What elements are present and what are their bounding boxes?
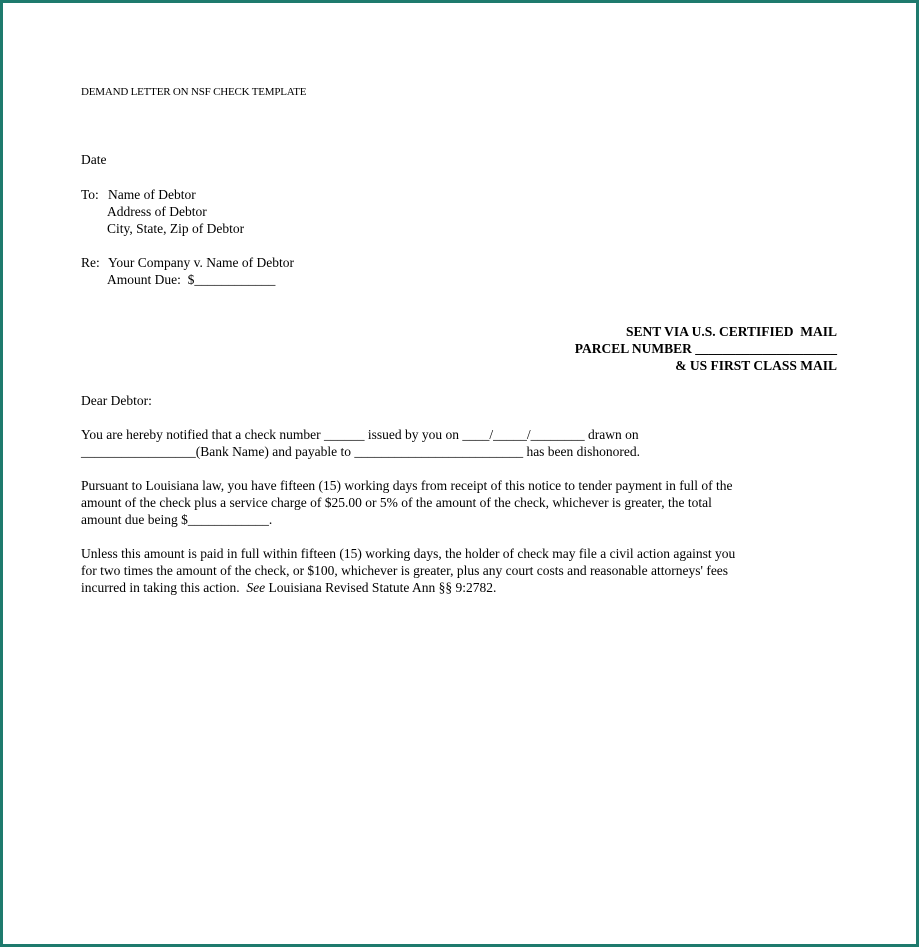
debtor-name: Name of Debtor: [108, 187, 196, 202]
re-line: Your Company v. Name of Debtor: [108, 255, 294, 270]
paragraph-law-line: amount of the check plus a service charge of $25.00 or 5% of the amount of the check, whichever is greater, the total: [81, 495, 712, 510]
paragraph-louisiana-law: [81, 477, 837, 528]
paragraph-civil-line-last: [81, 579, 837, 596]
debtor-city-state-zip: City, State, Zip of Debtor: [107, 221, 245, 236]
parcel-number-line: PARCEL NUMBER _____________________: [574, 341, 837, 356]
paragraph-civil-line: Unless this amount is paid in full within fifteen (15) working days, the holder of check may file a civil action against you: [81, 546, 736, 561]
to-label: To:: [81, 187, 99, 202]
debtor-address: Address of Debtor: [107, 204, 207, 219]
paragraph-civil-line: for two times the amount of the check, or $100, whichever is greater, plus any court costs and reasonable attorneys' fees: [81, 563, 729, 578]
document-title: DEMAND LETTER ON NSF CHECK TEMPLATE: [81, 86, 307, 98]
mail-method-first-class: & US FIRST CLASS MAIL: [675, 358, 837, 373]
paragraph-notice-line: _________________(Bank Name) and payable to _________________________ has been dishonored.: [81, 444, 641, 459]
paragraph-law-line: Pursuant to Louisiana law, you have fifteen (15) working days from receipt of this notice to tender payment in full of the: [81, 478, 733, 493]
statute-prefix: incurred in taking this action.: [81, 580, 247, 595]
paragraph-notice-line: You are hereby notified that a check number ______ issued by you on ____/_____/________ drawn on: [81, 427, 639, 442]
amount-due-line: Amount Due: $____________: [107, 272, 276, 287]
statute-reference: Louisiana Revised Statute Ann §§ 9:2782.: [265, 580, 497, 595]
paragraph-law-line: amount due being $____________.: [81, 512, 273, 527]
salutation: Dear Debtor:: [81, 393, 152, 408]
see-citation: See: [246, 580, 266, 595]
re-label: Re:: [81, 255, 100, 270]
date-line: Date: [81, 152, 107, 167]
paragraph-notice: [81, 426, 837, 460]
paragraph-civil-action: [81, 545, 837, 596]
mail-method-certified: SENT VIA U.S. CERTIFIED MAIL: [626, 324, 837, 339]
